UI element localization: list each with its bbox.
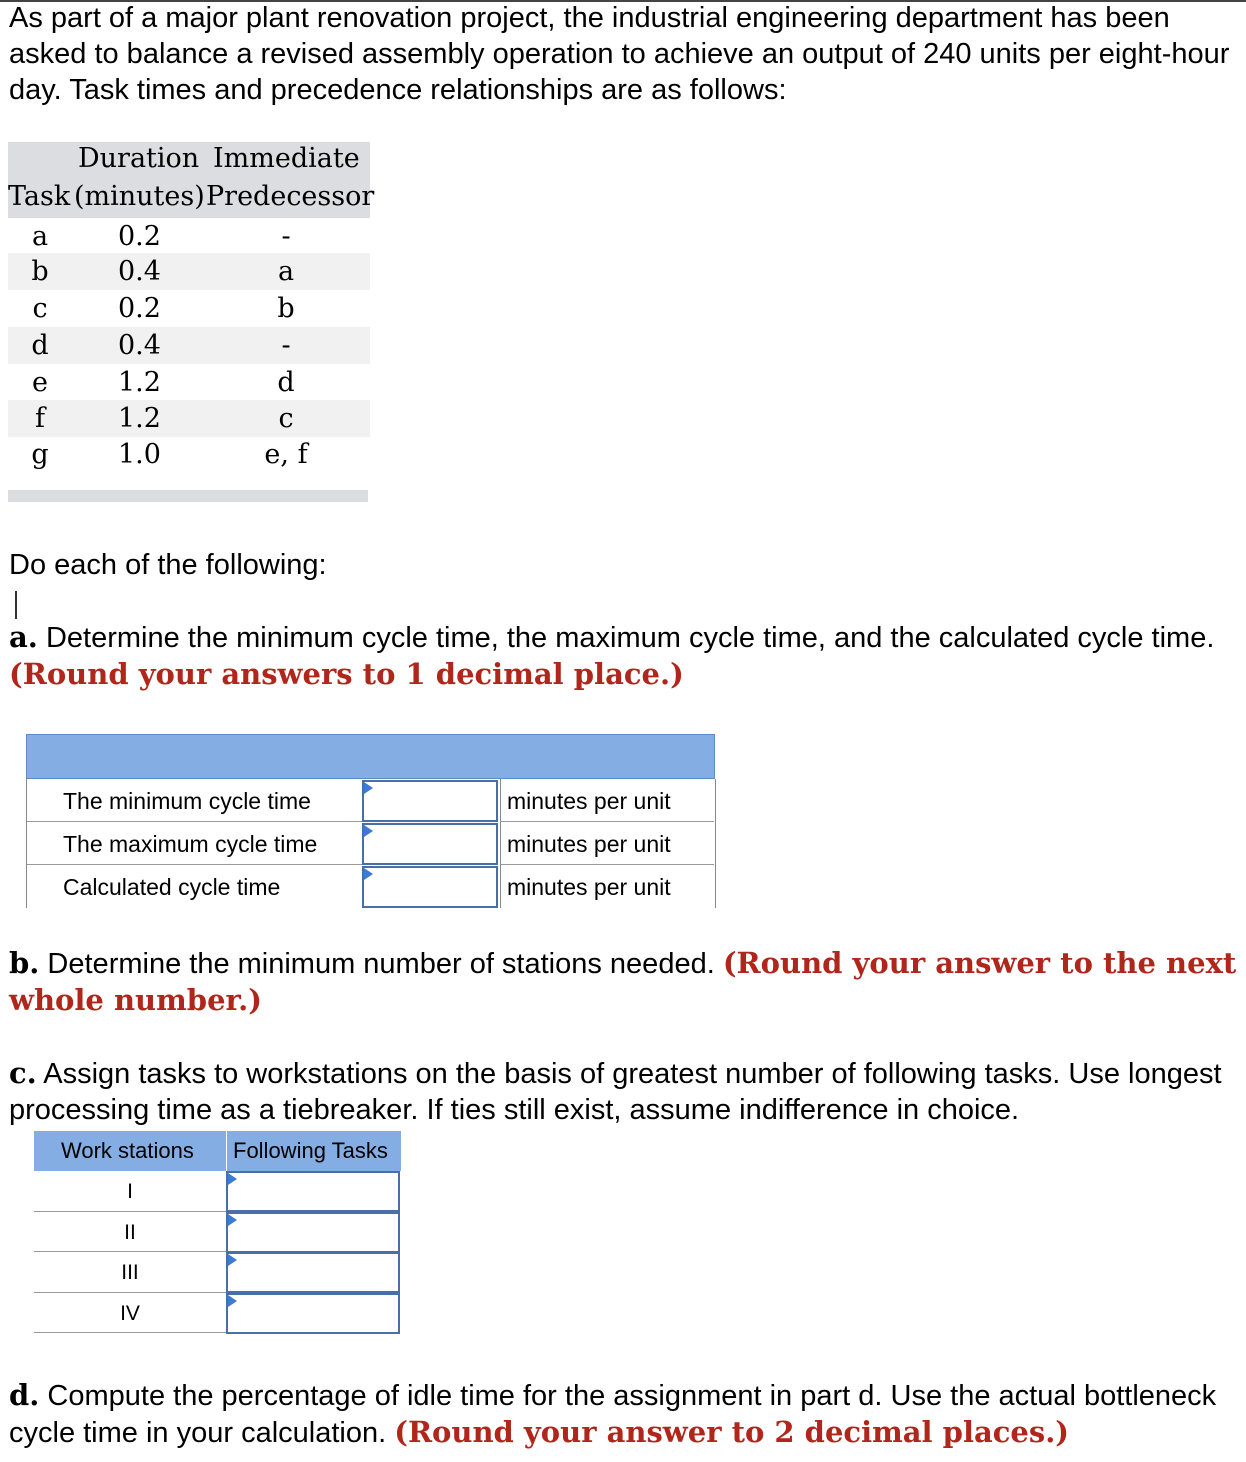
following-tasks-header [226, 1131, 401, 1171]
task-predecessor: c [278, 403, 294, 434]
row-divider [34, 1332, 226, 1333]
station-1-input[interactable] [226, 1171, 400, 1212]
task-name: g [31, 439, 49, 470]
task-name: e [32, 367, 48, 398]
part-b-text: Determine the minimum number of stations needed. [39, 948, 723, 980]
task-predecessor: d [277, 367, 295, 398]
part-a-label: a. [9, 620, 38, 654]
task-row [8, 364, 370, 401]
part-a-text: Determine the minimum cycle time, the maximum cycle time, and the calculated cycle time. [37, 622, 1215, 654]
input-marker-icon [228, 1173, 237, 1185]
calculated-cycle-label: Calculated cycle time [63, 874, 281, 900]
calculated-cycle-input[interactable] [362, 866, 498, 908]
task-name: c [32, 293, 48, 324]
workstation-table [34, 1131, 400, 1333]
minimum-cycle-unit: minutes per unit [507, 788, 671, 814]
part-c-label: c. [9, 1056, 37, 1090]
workstations-header-label: Work stations [61, 1138, 194, 1163]
maximum-cycle-input[interactable] [362, 823, 498, 865]
intro-text: As part of a major plant renovation project, the industrial engineering department has been asked to balance a revised assembly operation to achieve an output of 240 units per eight-hour day. Task times and precedence relationships are as follows: [9, 2, 1230, 106]
following-tasks-header-label: Following Tasks [233, 1138, 388, 1163]
station-3-input[interactable] [226, 1252, 400, 1293]
task-name: d [31, 330, 49, 361]
part-d-note: (Round your answer to 2 decimal places.) [394, 1415, 1070, 1449]
part-d-question [9, 1377, 1239, 1451]
part-d-label: d. [9, 1378, 40, 1412]
row-divider [500, 821, 714, 822]
maximum-cycle-label: The maximum cycle time [63, 831, 318, 857]
input-marker-icon [228, 1214, 237, 1226]
left-border [26, 778, 27, 908]
station-row [34, 1252, 400, 1292]
cycle-time-table [26, 734, 715, 908]
task-name: f [35, 403, 45, 434]
cycle-row-calculated [26, 865, 715, 908]
unit-cell [500, 822, 716, 865]
cycle-row-maximum [26, 822, 715, 865]
station-number: I [127, 1180, 133, 1203]
header-immediate: Immediate [213, 143, 360, 174]
task-row [8, 218, 370, 255]
cycle-table-header [26, 734, 715, 779]
part-d-text: Compute the percentage of idle time for the assignment in part d. Use the actual bottleneck cycle time in your calculation. [9, 1380, 1217, 1449]
station-4-input[interactable] [226, 1293, 400, 1334]
task-table-header [8, 142, 375, 218]
part-a-question [9, 619, 1239, 693]
input-marker-icon [364, 782, 373, 794]
part-b-note: (Round your answer to the next whole number.) [9, 946, 1237, 1017]
station-number: III [121, 1261, 139, 1284]
header-minutes: (minutes) [74, 181, 205, 212]
task-duration: 1.2 [118, 403, 161, 434]
task-row [8, 290, 370, 327]
part-c-text: Assign tasks to workstations on the basis of greatest number of following tasks. Use longest processing time as a tiebreaker. If ties still exist, assume indifference in choice. [9, 1058, 1222, 1126]
part-b-question [9, 945, 1239, 1019]
task-predecessor: - [281, 330, 291, 361]
task-predecessor: b [277, 293, 295, 324]
header-task: Task [8, 181, 71, 212]
task-predecessor: a [277, 256, 295, 287]
cycle-row-minimum [26, 779, 715, 822]
task-predecessor: - [281, 221, 291, 252]
minimum-cycle-input[interactable] [362, 780, 498, 822]
unit-cell [500, 865, 716, 908]
instructions-text: Do each of the following: [9, 549, 327, 581]
station-2-input[interactable] [226, 1212, 400, 1253]
task-row [8, 436, 370, 473]
input-marker-icon [364, 825, 373, 837]
task-name: b [31, 256, 49, 287]
header-predecessor: Predecessor [206, 181, 375, 212]
unit-cell [500, 779, 716, 822]
input-marker-icon [228, 1295, 237, 1307]
task-duration: 1.0 [118, 439, 161, 470]
task-row [8, 327, 370, 364]
header-duration: Duration [78, 143, 200, 174]
task-table-footer [8, 490, 368, 502]
task-row [8, 253, 370, 290]
text-cursor [15, 591, 17, 619]
task-name: a [31, 221, 49, 252]
station-row [34, 1293, 400, 1333]
part-a-note: (Round your answers to 1 decimal place.) [9, 657, 684, 691]
calculated-cycle-unit: minutes per unit [507, 874, 671, 900]
station-row [34, 1212, 400, 1252]
task-predecessor: e, f [264, 439, 308, 470]
task-row [8, 400, 370, 437]
task-duration: 1.2 [118, 367, 161, 398]
task-duration: 0.2 [118, 221, 161, 252]
station-number: II [124, 1221, 136, 1244]
minimum-cycle-label: The minimum cycle time [63, 788, 311, 814]
task-table [8, 142, 375, 503]
maximum-cycle-unit: minutes per unit [507, 831, 671, 857]
input-marker-icon [228, 1254, 237, 1266]
part-b-label: b. [9, 946, 40, 980]
task-duration: 0.4 [118, 330, 161, 361]
workstations-header [34, 1131, 226, 1171]
station-number: IV [120, 1302, 140, 1325]
input-marker-icon [364, 868, 373, 880]
station-row [34, 1171, 400, 1211]
task-duration: 0.4 [118, 256, 161, 287]
task-duration: 0.2 [118, 293, 161, 324]
part-c-question [9, 1055, 1239, 1128]
